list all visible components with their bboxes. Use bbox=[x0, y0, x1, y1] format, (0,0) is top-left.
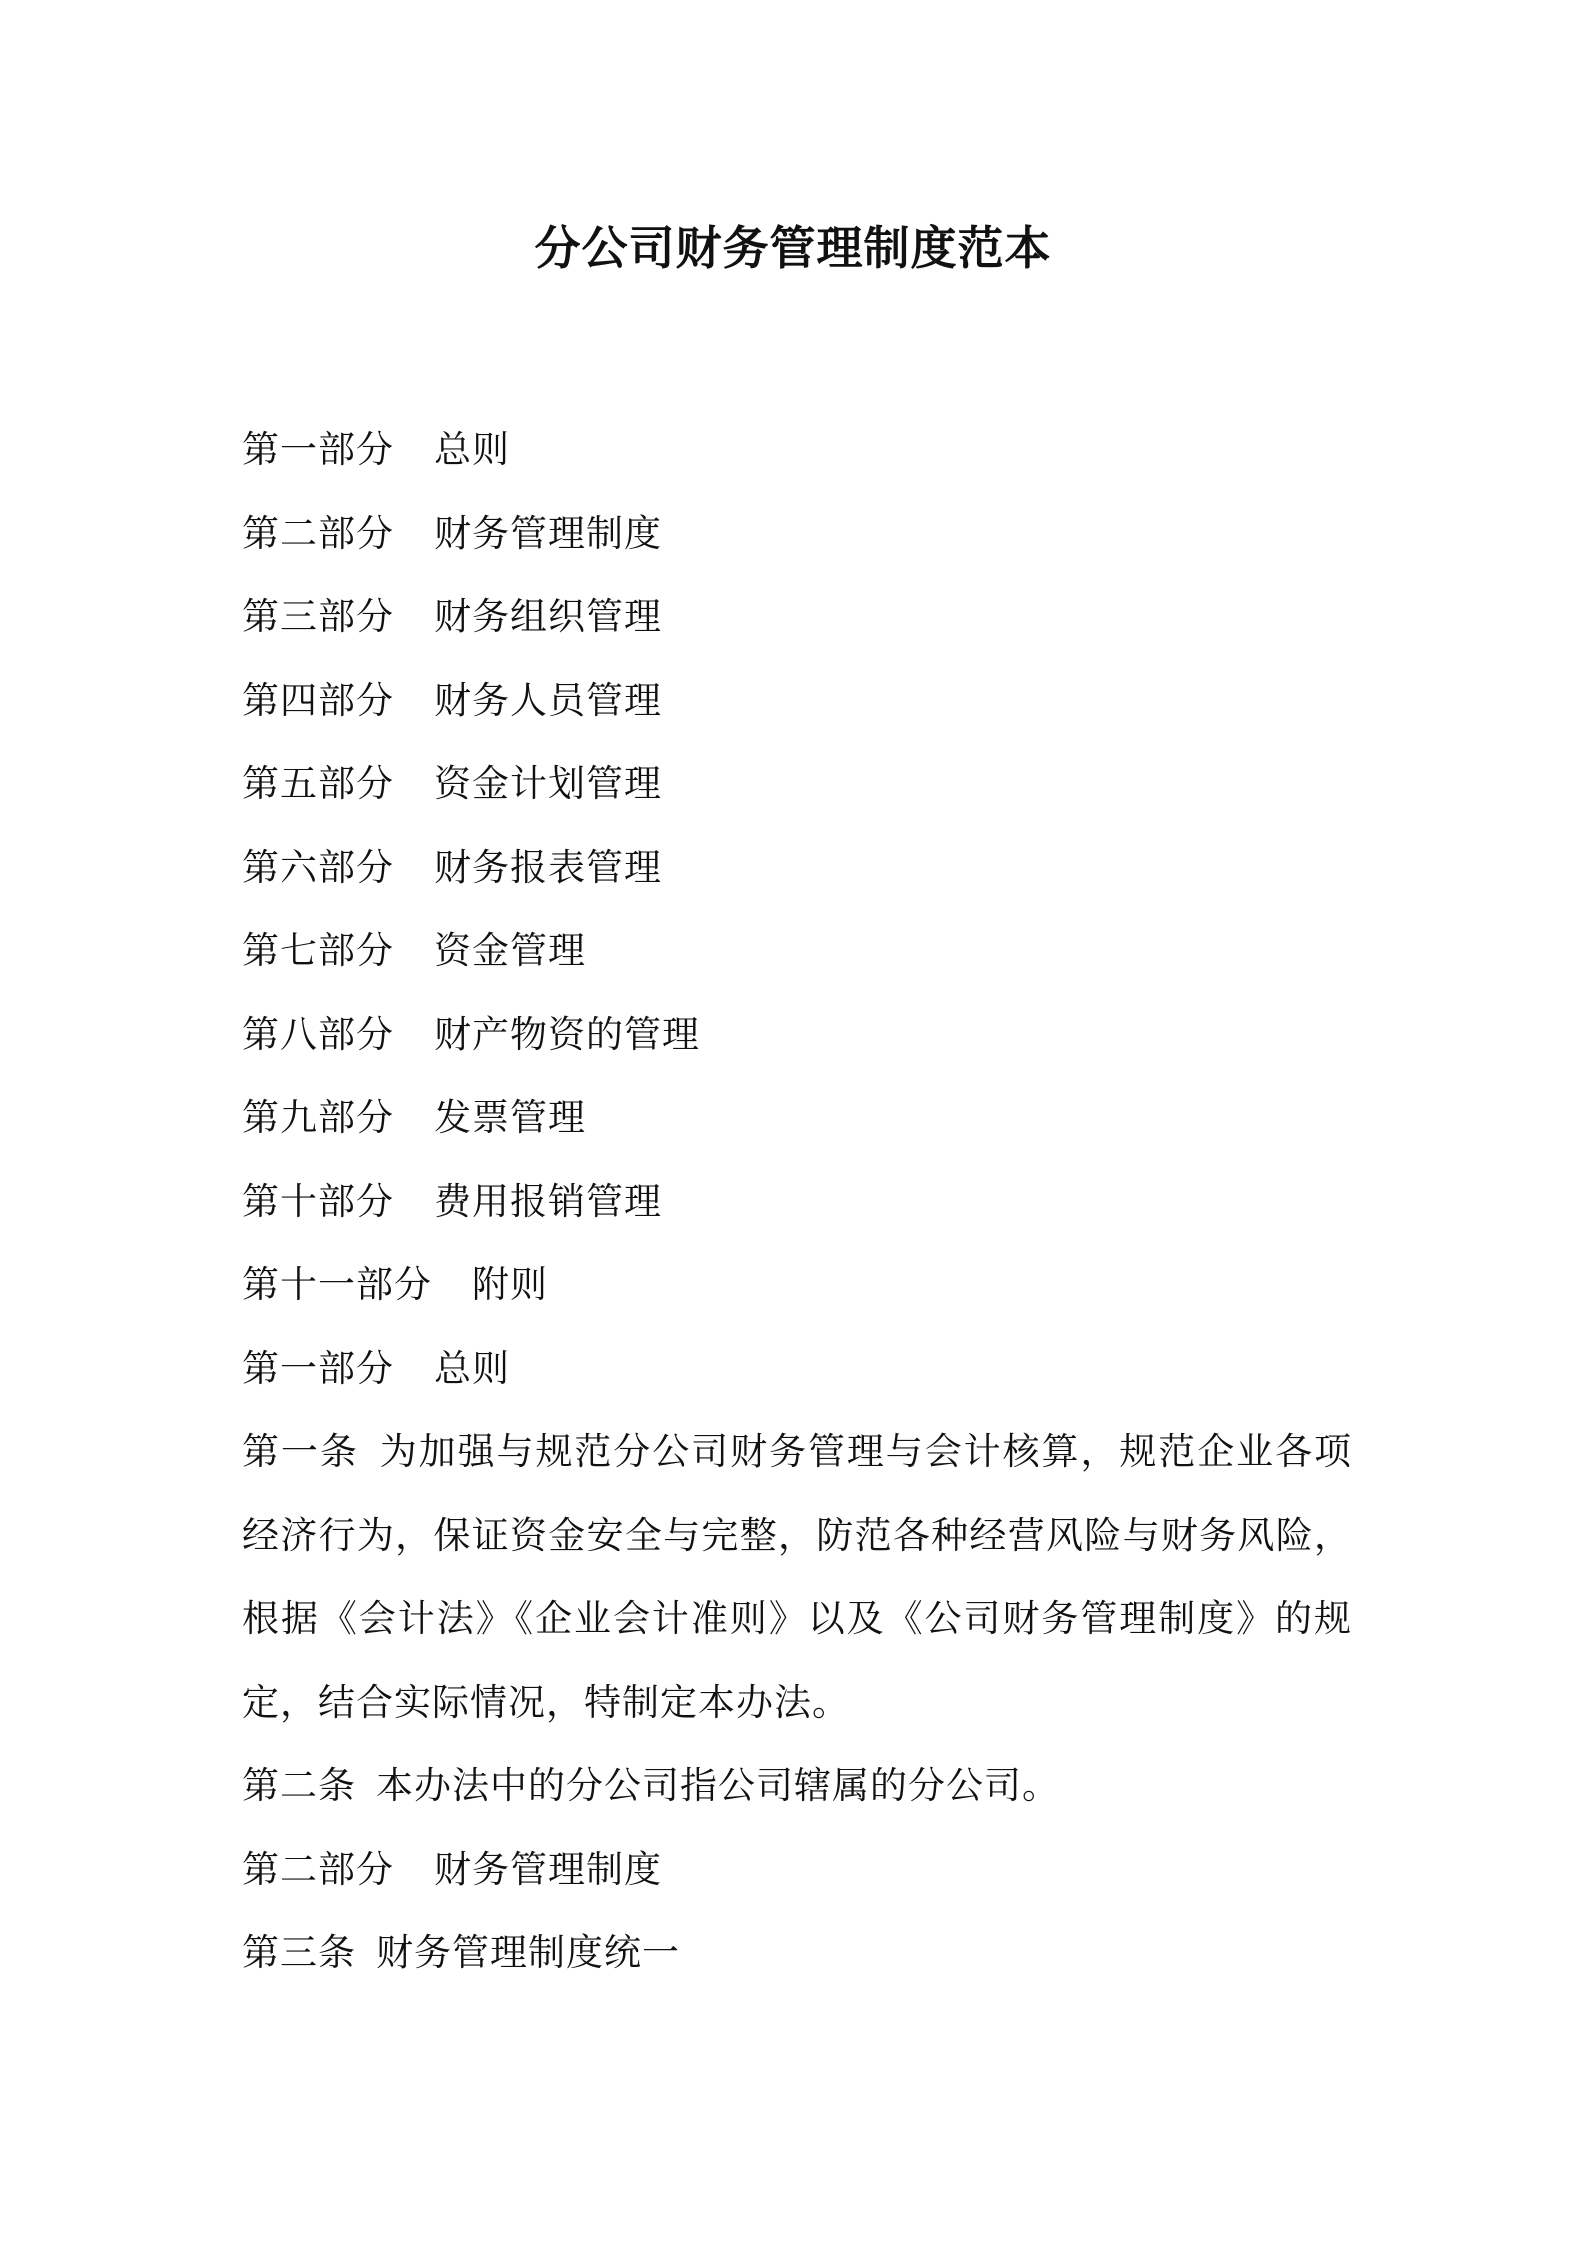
toc-item bbox=[242, 492, 1352, 576]
toc-name: 总则 bbox=[434, 428, 510, 471]
toc-part: 第七部分 bbox=[242, 929, 394, 972]
article-text: 财务管理制度统一 bbox=[376, 1931, 680, 1974]
section-part: 第一部分 bbox=[242, 1346, 394, 1390]
article-paragraph bbox=[242, 1744, 1352, 1828]
toc-name: 资金管理 bbox=[434, 929, 586, 972]
toc-item bbox=[242, 826, 1352, 910]
section-part: 第二部分 bbox=[242, 1847, 394, 1891]
toc-part: 第三部分 bbox=[242, 595, 394, 638]
article-text: 本办法中的分公司指公司辖属的分公司。 bbox=[376, 1764, 1060, 1807]
toc-part: 第六部分 bbox=[242, 845, 394, 889]
toc-part: 第一部分 bbox=[242, 428, 394, 471]
section-heading bbox=[242, 1828, 1352, 1912]
toc-part: 第五部分 bbox=[242, 762, 394, 805]
toc-item bbox=[242, 909, 1352, 993]
article-label: 第一条 bbox=[242, 1430, 359, 1473]
article-paragraph bbox=[242, 1410, 1352, 1744]
toc-name: 费用报销管理 bbox=[434, 1179, 662, 1223]
toc-item bbox=[242, 408, 1352, 492]
toc-part: 第九部分 bbox=[242, 1096, 394, 1139]
section-heading bbox=[242, 1327, 1352, 1411]
toc-name: 财产物资的管理 bbox=[434, 1012, 700, 1056]
toc-part: 第四部分 bbox=[242, 678, 394, 722]
article-label: 第三条 bbox=[242, 1931, 356, 1974]
toc-name: 附则 bbox=[472, 1263, 548, 1306]
toc-name: 发票管理 bbox=[434, 1096, 586, 1139]
toc-item bbox=[242, 575, 1352, 659]
toc-item bbox=[242, 1160, 1352, 1244]
toc-name: 财务组织管理 bbox=[434, 595, 662, 638]
toc-item bbox=[242, 742, 1352, 826]
section-name: 财务管理制度 bbox=[434, 1847, 662, 1891]
toc-name: 财务管理制度 bbox=[434, 511, 662, 555]
toc-part: 第十一部分 bbox=[242, 1263, 432, 1306]
article-paragraph bbox=[242, 1911, 1352, 1995]
article-text: 为加强与规范分公司财务管理与会计核算，规范企业各项经济行为，保证资金安全与完整，防范各种经营风险与财务风险，根据《会计法》《企业会计准则》以及《公司财务管理制度》的规定，结合实际情况，特制定本办法。 bbox=[242, 1430, 1353, 1724]
toc-part: 第二部分 bbox=[242, 511, 394, 555]
toc-name: 财务报表管理 bbox=[434, 845, 662, 889]
document-body bbox=[242, 408, 1352, 1995]
toc-part: 第八部分 bbox=[242, 1012, 394, 1056]
toc-name: 资金计划管理 bbox=[434, 762, 662, 805]
toc-item bbox=[242, 659, 1352, 743]
toc-item bbox=[242, 993, 1352, 1077]
toc-name: 财务人员管理 bbox=[434, 678, 662, 722]
document-title: 分公司财务管理制度范本 bbox=[534, 221, 1052, 275]
article-label: 第二条 bbox=[242, 1764, 356, 1807]
section-name: 总则 bbox=[434, 1346, 510, 1390]
toc-item bbox=[242, 1076, 1352, 1160]
toc-part: 第十部分 bbox=[242, 1179, 394, 1223]
toc-item bbox=[242, 1243, 1352, 1327]
